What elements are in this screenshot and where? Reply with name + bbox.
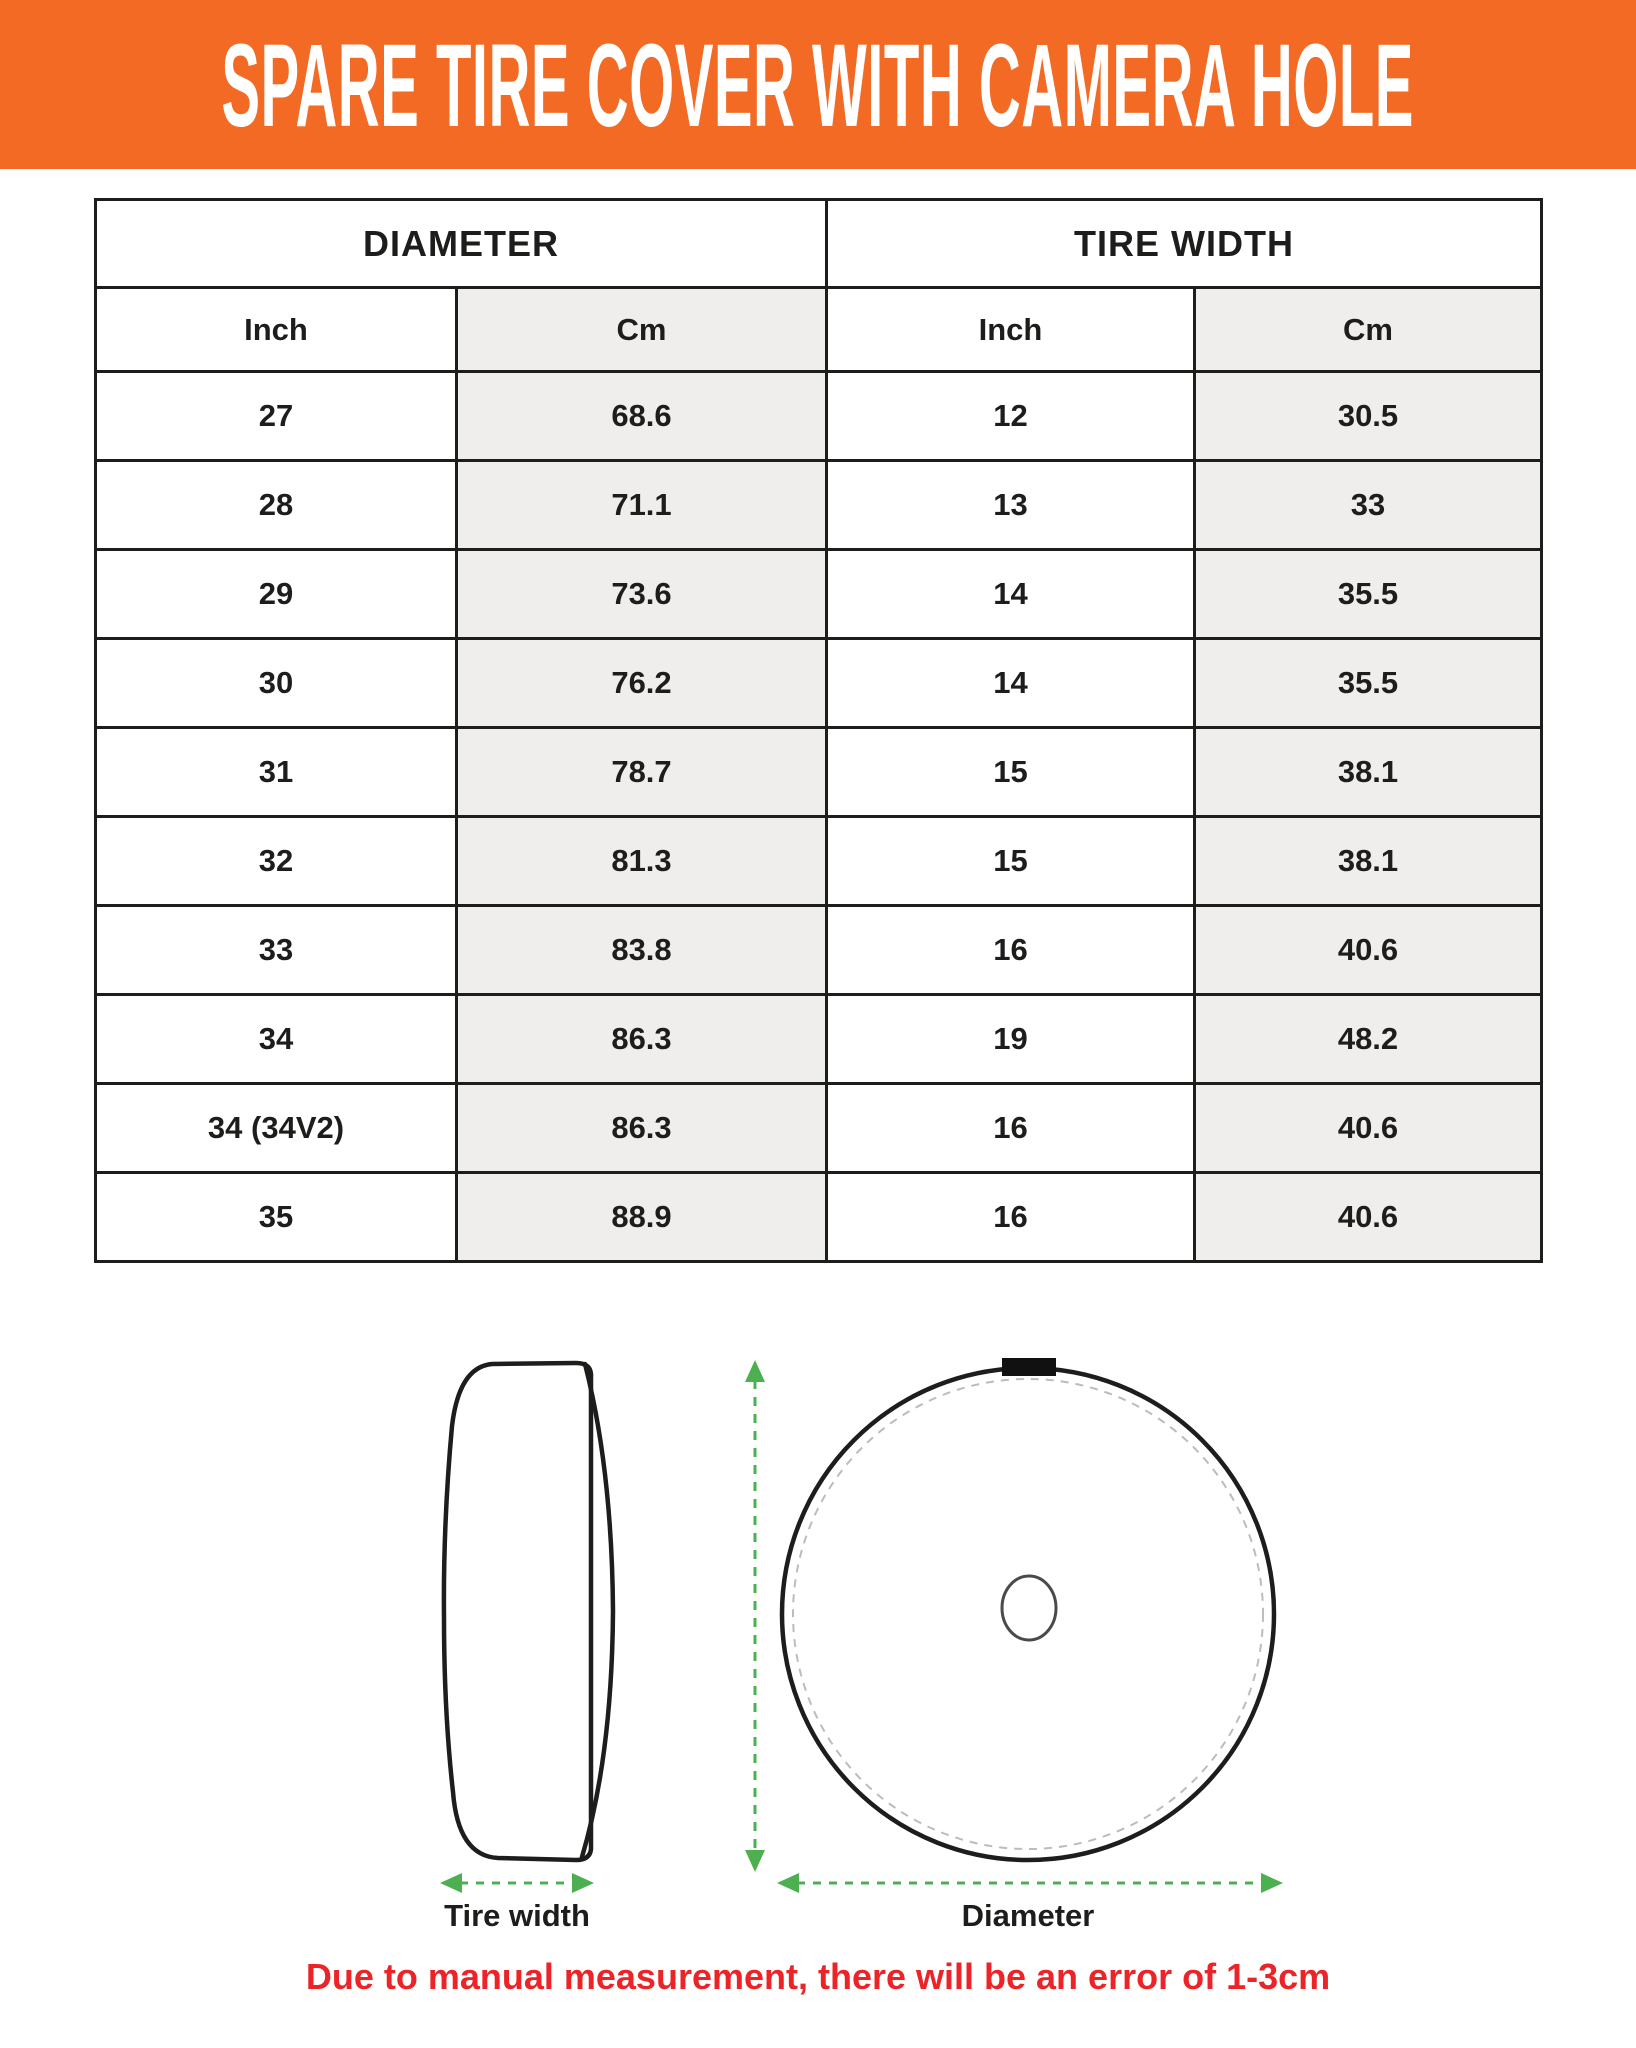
cell-tirewidth-inch: 12 [827,372,1195,461]
table-row [96,1173,1542,1262]
cell-diameter-cm: 88.9 [457,1173,827,1262]
section-header-tire-width: TIRE WIDTH [827,200,1542,288]
vertical-measure-arrow [745,1360,765,1872]
cell-tirewidth-cm: 40.6 [1195,1173,1542,1262]
tire-front-view-drawing [782,1358,1274,1860]
column-header-row [96,288,1542,372]
cell-diameter-inch: 34 (34V2) [96,1084,457,1173]
tire-width-measure-arrow [440,1873,594,1893]
column-header-tirewidth-inch: Inch [827,288,1195,372]
cell-diameter-inch: 29 [96,550,457,639]
table-row [96,1084,1542,1173]
cell-tirewidth-cm: 30.5 [1195,372,1542,461]
cell-tirewidth-cm: 40.6 [1195,906,1542,995]
cell-diameter-cm: 68.6 [457,372,827,461]
cell-diameter-cm: 86.3 [457,1084,827,1173]
banner [0,0,1636,169]
cell-tirewidth-inch: 14 [827,639,1195,728]
cell-tirewidth-cm: 38.1 [1195,817,1542,906]
cell-diameter-inch: 30 [96,639,457,728]
cell-tirewidth-inch: 15 [827,728,1195,817]
cell-tirewidth-inch: 16 [827,1173,1195,1262]
cell-tirewidth-cm: 38.1 [1195,728,1542,817]
cell-diameter-inch: 31 [96,728,457,817]
table-row [96,995,1542,1084]
page-title: SPARE TIRE COVER WITH CAMERA HOLE [221,18,1415,151]
measurement-diagram [0,1330,1636,2048]
table-row [96,817,1542,906]
cell-diameter-cm: 73.6 [457,550,827,639]
tire-side-view-drawing [444,1363,613,1860]
cell-tirewidth-inch: 19 [827,995,1195,1084]
cell-diameter-inch: 34 [96,995,457,1084]
table-row [96,550,1542,639]
table-row [96,639,1542,728]
cell-diameter-cm: 81.3 [457,817,827,906]
cell-diameter-inch: 27 [96,372,457,461]
cell-tirewidth-inch: 16 [827,906,1195,995]
diameter-measure-arrow [777,1873,1283,1893]
strap-mark [1002,1358,1056,1376]
cell-diameter-cm: 78.7 [457,728,827,817]
cell-tirewidth-inch: 13 [827,461,1195,550]
camera-hole [1002,1576,1056,1640]
cell-tirewidth-cm: 40.6 [1195,1084,1542,1173]
table-row [96,906,1542,995]
cell-diameter-inch: 28 [96,461,457,550]
size-table [94,198,1543,1263]
cell-tirewidth-inch: 15 [827,817,1195,906]
cell-diameter-inch: 32 [96,817,457,906]
tire-width-label: Tire width [444,1898,590,1933]
cell-tirewidth-cm: 35.5 [1195,639,1542,728]
cell-tirewidth-inch: 14 [827,550,1195,639]
column-header-tirewidth-cm: Cm [1195,288,1542,372]
column-header-diameter-inch: Inch [96,288,457,372]
cell-tirewidth-cm: 48.2 [1195,995,1542,1084]
cell-tirewidth-cm: 35.5 [1195,550,1542,639]
table-row [96,372,1542,461]
section-header-row [96,200,1542,288]
cell-diameter-cm: 83.8 [457,906,827,995]
cell-tirewidth-cm: 33 [1195,461,1542,550]
table-row [96,461,1542,550]
table-row [96,728,1542,817]
measurement-error-note: Due to manual measurement, there will be an error of 1-3cm [305,1956,1331,1997]
cell-diameter-cm: 86.3 [457,995,827,1084]
column-header-diameter-cm: Cm [457,288,827,372]
diameter-label: Diameter [961,1898,1095,1933]
cell-diameter-cm: 71.1 [457,461,827,550]
cell-tirewidth-inch: 16 [827,1084,1195,1173]
cell-diameter-inch: 33 [96,906,457,995]
cell-diameter-cm: 76.2 [457,639,827,728]
cell-diameter-inch: 35 [96,1173,457,1262]
section-header-diameter: DIAMETER [96,200,827,288]
